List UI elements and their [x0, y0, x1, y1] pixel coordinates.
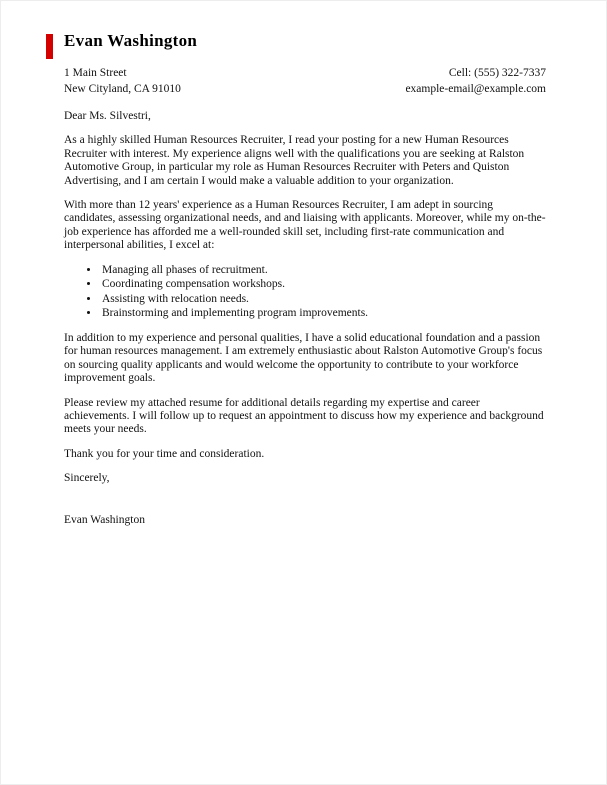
email-address: example-email@example.com	[405, 83, 546, 95]
sender-name: Evan Washington	[64, 31, 198, 50]
sender-contact	[405, 65, 546, 97]
letter-body	[64, 110, 546, 527]
contact-section	[64, 65, 546, 97]
bullet-item: • Brainstorming and implementing program improvements.	[100, 307, 546, 321]
letter-content	[1, 1, 606, 527]
thank-you-line: Thank you for your time and consideration.	[64, 447, 265, 460]
bullet-item: • Coordinating compensation workshops.	[100, 278, 546, 292]
skills-bullet-list	[64, 264, 546, 321]
paragraph-education: In addition to my experience and personal qualities, I have a solid educational foundation and a passion for human resources management. I am extremely enthusiastic about Ralston Automotive Group's focus on sourcing quality applicants and would welcome the opportunity to contribute to your workforce improvement goals.	[64, 332, 543, 385]
address-line-1: 1 Main Street	[64, 67, 127, 79]
accent-bar	[46, 34, 53, 59]
bullet-item: • Managing all phases of recruitment.	[100, 264, 546, 278]
paragraph-intro: As a highly skilled Human Resources Recruiter, I read your posting for a new Human Resources Recruiter with interest. My experience aligns well with the qualifications you are seeking at Ralston Automotive Group, in particular my role as Human Resources Recruiter with Peters and Quiston Advertising, and I am certain I would make a valuable addition to your organization.	[64, 134, 525, 187]
phone-number: Cell: (555) 322-7337	[448, 67, 546, 79]
address-line-2: New Cityland, CA 91010	[64, 83, 181, 95]
paragraph-experience: With more than 12 years' experience as a Human Resources Recruiter, I am adept in sourcing candidates, assessing organizational needs, and and liaising with applicants. Moreover, while my on-the-job experience has afforded me a well-rounded skill set, including first-rate communication and interpersonal abilities, I excel at:	[64, 199, 546, 252]
signature-name: Evan Washington	[64, 513, 145, 526]
salutation: Dear Ms. Silvestri,	[64, 110, 151, 122]
bullet-item: • Assisting with relocation needs.	[100, 293, 546, 307]
sender-address	[64, 65, 181, 97]
closing-line: Sincerely,	[64, 472, 110, 485]
paragraph-follow-up: Please review my attached resume for additional details regarding my expertise and career achievements. I will follow up to request an appointment to discuss how my experience and background meets your needs.	[64, 396, 544, 436]
